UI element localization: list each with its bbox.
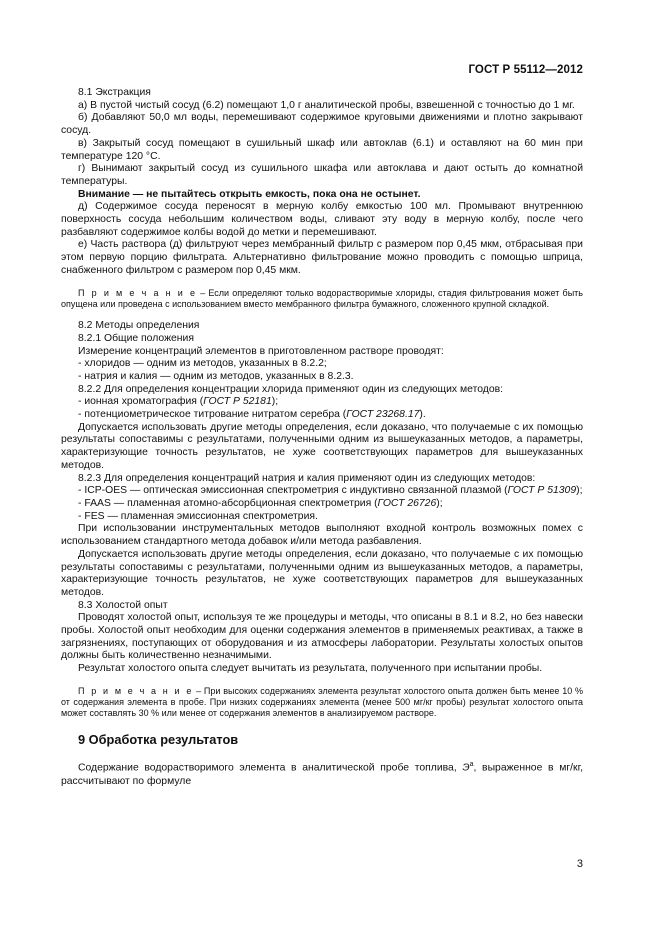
instrumental-control-paragraph: При использовании инструментальных методов выполняют входной контроль возможных помех с использованием стандартного метода добавок и/или метода разбавления. xyxy=(61,523,583,548)
method-faas: - FAAS — пламенная атомно-абсорбционная спектрометрия (ГОСТ 26726); xyxy=(78,497,443,509)
note-text: – Если определяют только водорастворимые хлориды, стадия фильтрования может быть опущена или проведена с использованием вместо мембранного фильтра бумажного, сложенного крупной складкой. xyxy=(61,287,583,309)
list-item-chlorides: - хлоридов — одним из методов, указанных в 8.2.2; xyxy=(78,358,327,370)
standard-ref: ГОСТ 23268.17 xyxy=(346,409,420,421)
other-methods-paragraph: Допускается использовать другие методы определения, если доказано, что получаемые с их помощью результаты сопоставимы с результатами, полученными одним из вышеуказанных методов, а параметры, характеризующие точность результатов, не хуже соответствующих параметров для вышеуказанных методов. xyxy=(61,421,583,471)
note-blank xyxy=(61,686,583,720)
note-label: П р и м е ч а н и е xyxy=(78,685,194,696)
blank-test-paragraph: Проводят холостой опыт, используя те же процедуры и методы, что описаны в 8.1 и 8.2, но без навески пробы. Холостой опыт необходим для оценки содержания элементов в применяемых реактивах, а также в загрязнениях, поступающих от оборудования и из атмосферы лаборатории. Результаты холостых опытов должны быть количественно незначимыми. xyxy=(61,612,583,662)
step-e: е) Часть раствора (д) фильтруют через мембранный фильтр с размером пор 0,45 мкм, отбрасывая при этом первую порцию фильтрата. Альтернативно фильтрование можно проводить с помощью шприца, снабженного фильтром с размером пор 0,45 мкм. xyxy=(61,239,583,276)
standard-ref: ГОСТ 26726 xyxy=(377,497,437,509)
section-8-2-1-heading: 8.2.1 Общие положения xyxy=(78,332,194,344)
method-fes: - FES — пламенная эмиссионная спектрометрия. xyxy=(78,510,318,522)
blank-subtract-paragraph: Результат холостого опыта следует вычитать из результата, полученного при испытании пробы. xyxy=(78,663,543,675)
step-d: д) Содержимое сосуда переносят в мерную колбу емкостью 100 мл. Промывают внутреннюю поверхность сосуда небольшим количеством воды, сливают эту воду в мерную колбу, после чего разбавляют содержимое колбы водой до метки и перемешивают. xyxy=(61,201,583,238)
page-number: 3 xyxy=(576,858,583,870)
method-titration: - потенциометрическое титрование нитратом серебра (ГОСТ 23268.17). xyxy=(78,409,426,421)
element-symbol: Э xyxy=(462,762,470,774)
method-icp-oes: - ICP-OES — оптическая эмиссионная спектрометрия с индуктивно связанной плазмой (ГОСТ Р 51309); xyxy=(78,485,583,497)
element-symbol-superscript: а xyxy=(469,761,474,769)
method-ion-chromatography: - ионная хроматография (ГОСТ Р 52181); xyxy=(78,396,279,408)
standard-ref: ГОСТ Р 52181 xyxy=(203,396,272,408)
step-c: в) Закрытый сосуд помещают в сушильный шкаф или автоклав (6.1) и оставляют на 60 мин при температуре 120 °С. xyxy=(61,137,583,162)
measurement-intro: Измерение концентраций элементов в приготовленном растворе проводят: xyxy=(78,345,444,357)
section-8-1-heading: 8.1 Экстракция xyxy=(78,87,151,98)
section-8-2-2-heading: 8.2.2 Для определения концентрации хлорида применяют один из следующих методов: xyxy=(78,383,504,395)
note-text: – При высоких содержаниях элемента результат холостого опыта должен быть менее 10 % от содержания элемента в пробе. При низких содержаниях элемента (менее 500 мг/кг пробы) результат холостого опыта может составлять 30 % или менее от содержания элементов в анализируемом растворе. xyxy=(61,685,583,719)
step-a: а) В пустой чистый сосуд (6.2) помещают 1,0 г аналитической пробы, взвешенной с точностью до 1 мг. xyxy=(78,99,575,111)
section-9-heading: 9 Обработка результатов xyxy=(78,731,239,747)
page-content xyxy=(61,87,583,788)
list-item-sodium-potassium: - натрия и калия — одним из методов, указанных в 8.2.3. xyxy=(78,370,354,382)
section-8-2-heading: 8.2 Методы определения xyxy=(78,320,200,332)
step-b: б) Добавляют 50,0 мл воды, перемешивают содержимое круговыми движениями и плотно закрывают сосуд. xyxy=(61,112,583,137)
section-8-3-heading: 8.3 Холостой опыт xyxy=(78,599,168,611)
standard-ref: ГОСТ Р 51309 xyxy=(507,485,577,497)
other-methods-paragraph-2: Допускается использовать другие методы определения, если доказано, что получаемые с их помощью результаты сопоставимы с результатами, полученными одним из вышеуказанных методов, а параметры, характеризующие точность результатов, не хуже соответствующих параметров для вышеуказанных методов. xyxy=(61,548,583,598)
document-header: ГОСТ Р 55112—2012 xyxy=(468,64,583,76)
warning-text: Внимание — не пытайтесь открыть емкость, пока она не остынет. xyxy=(78,188,421,200)
section-9-paragraph: Содержание водорастворимого элемента в аналитической пробе топлива, $Э^а$, выраженное в мг/кг, рассчитывают по формуле xyxy=(61,761,583,787)
note-filtering xyxy=(61,288,583,311)
section-8-2-3-heading: 8.2.3 Для определения концентраций натрия и калия применяют один из следующих методов: xyxy=(78,472,536,484)
step-g: г) Вынимают закрытый сосуд из сушильного шкафа или автоклава и дают остыть до комнатной температуры. xyxy=(61,163,583,187)
note-label: П р и м е ч а н и е xyxy=(78,287,197,298)
